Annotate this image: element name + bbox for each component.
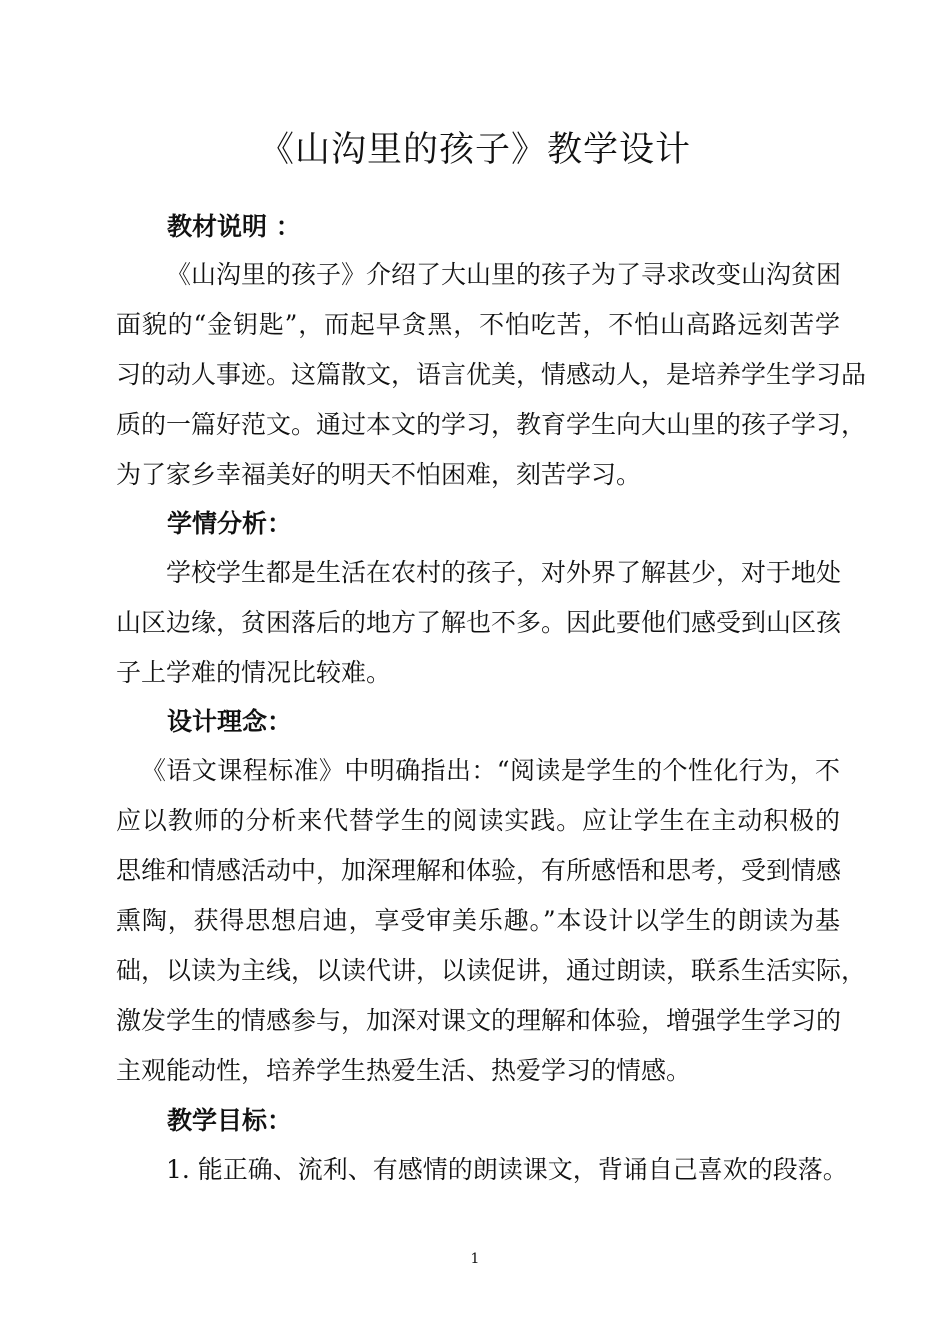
document-title: 《山沟里的孩子》教学设计 (258, 130, 691, 170)
paragraph-line: 子上学难的情况比较难。 (116, 658, 392, 687)
paragraph-line: 思维和情感活动中，加深理解和体验，有所感悟和思考，受到情感 (116, 856, 842, 885)
paragraph-line: 应以教师的分析来代替学生的阅读实践。应让学生在主动积极的 (116, 806, 840, 835)
paragraph-line: 础，以读为主线，以读代讲，以读促讲，通过朗读，联系生活实际， (116, 956, 867, 985)
goal-item: 1. 能正确、流利、有感情的朗读课文，背诵自己喜欢的段落。 (166, 1155, 848, 1184)
paragraph-line: 质的一篇好范文。通过本文的学习，教育学生向大山里的孩子学习， (116, 410, 867, 439)
section-heading-student-analysis: 学情分析： (167, 509, 293, 538)
paragraph-line: 山区边缘，贫困落后的地方了解也不多。因此要他们感受到山区孩 (116, 608, 842, 637)
paragraph-line: 习的动人事迹。这篇散文，语言优美，情感动人，是培养学生学习品 (116, 360, 867, 389)
paragraph-line: 面貌的“金钥匙”，而起早贪黑，不怕吃苦，不怕山高路远刻苦学 (116, 310, 840, 339)
paragraph-line: 《语文课程标准》中明确指出：“阅读是学生的个性化行为，不 (141, 756, 840, 785)
page-number: 1 (470, 1251, 480, 1267)
section-heading-textbook: 教材说明 ： (167, 212, 301, 241)
paragraph-line: 熏陶，获得思想启迪，享受审美乐趣。”本设计以学生的朗读为基 (116, 906, 840, 935)
section-heading-design-concept: 设计理念： (167, 707, 293, 736)
section-heading-teaching-goals: 教学目标： (167, 1106, 293, 1135)
paragraph-line: 主观能动性，培养学生热爱生活、热爱学习的情感。 (116, 1056, 692, 1085)
paragraph-line: 《山沟里的孩子》介绍了大山里的孩子为了寻求改变山沟贫困 (166, 260, 842, 289)
paragraph-line: 激发学生的情感参与，加深对课文的理解和体验，增强学生学习的 (116, 1006, 842, 1035)
paragraph-line: 学校学生都是生活在农村的孩子，对外界了解甚少，对于地处 (166, 558, 842, 587)
paragraph-line: 为了家乡幸福美好的明天不怕困难，刻苦学习。 (116, 460, 642, 489)
